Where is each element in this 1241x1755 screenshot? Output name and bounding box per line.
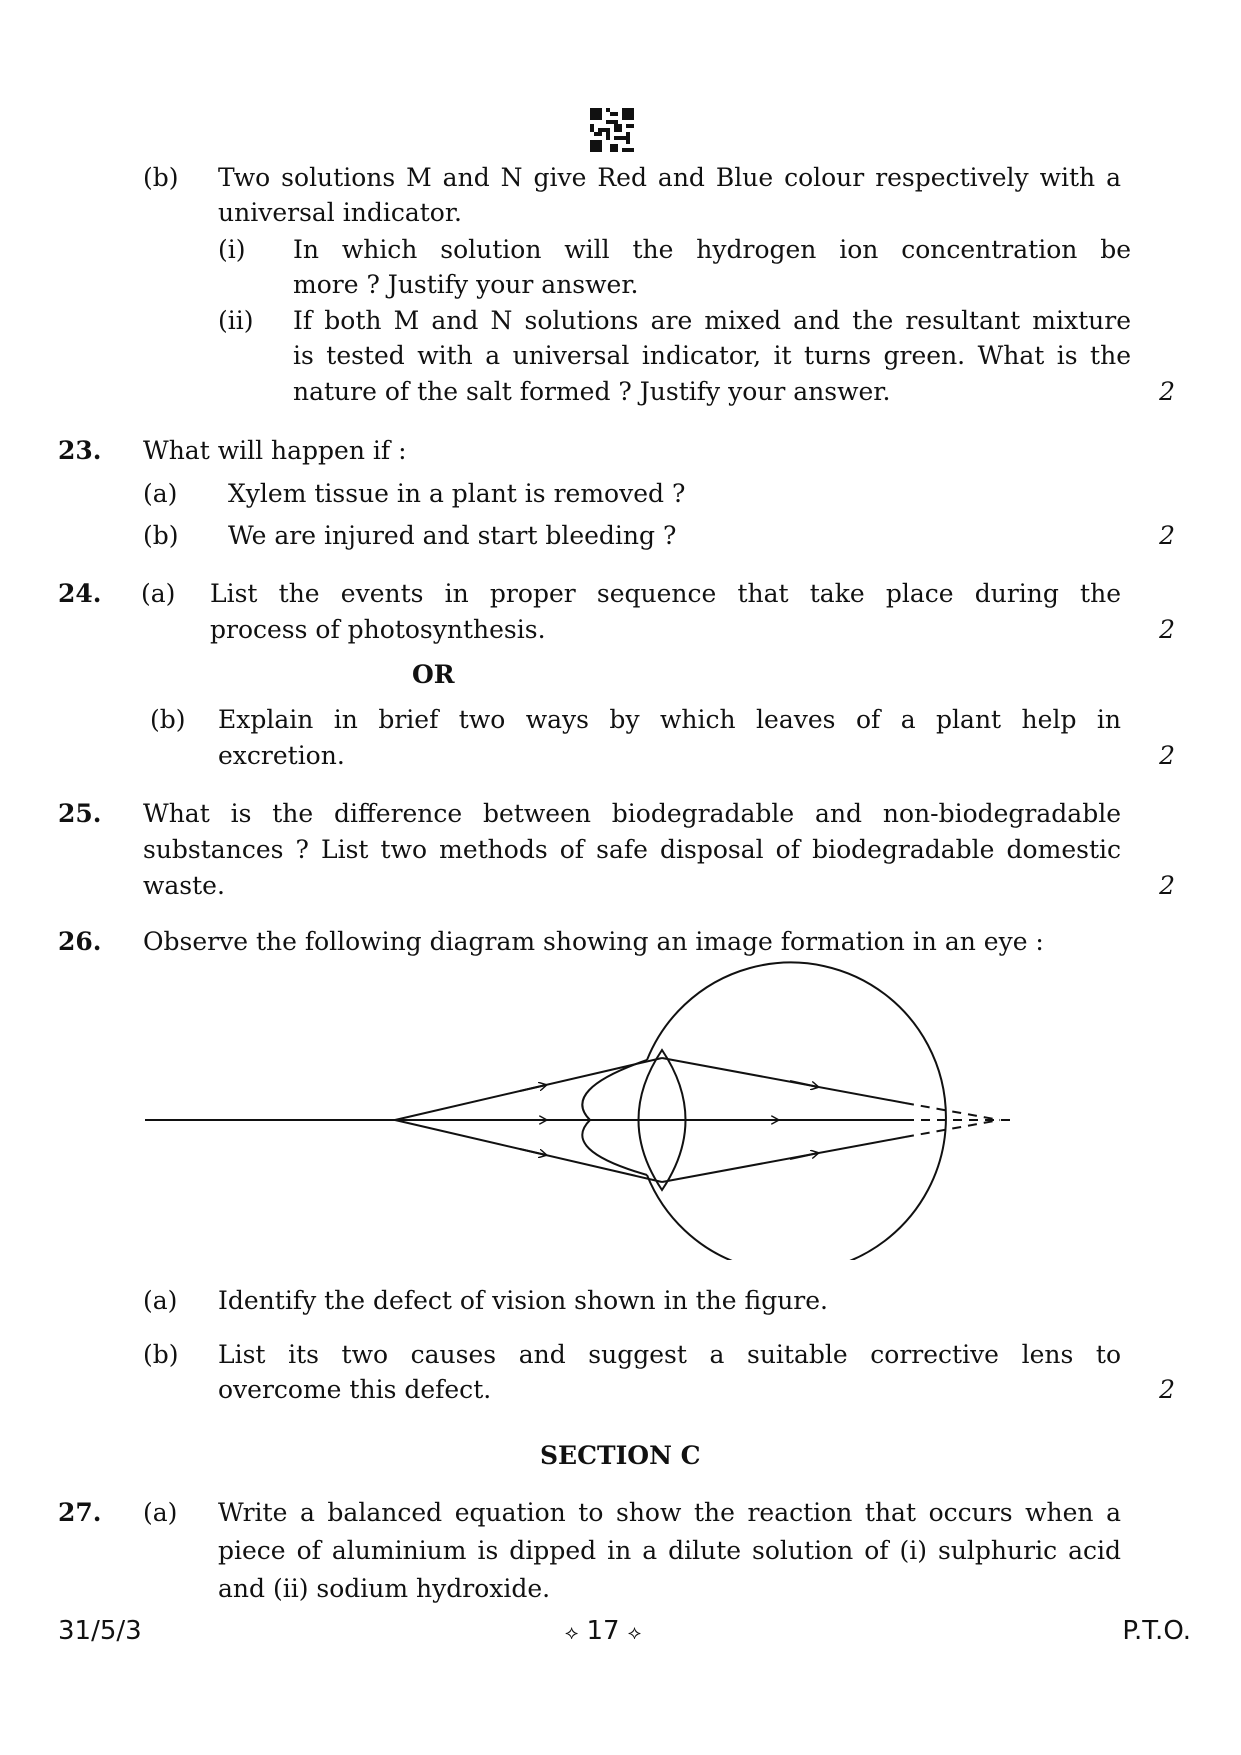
q24-b-text-line: excretion.	[218, 741, 345, 770]
q27-a-label: (a)	[143, 1498, 178, 1527]
q26-stem: Observe the following diagram showing an image formation in an eye :	[143, 927, 1044, 956]
q23-a-label: (a)	[143, 479, 178, 508]
q27-number: 27.	[58, 1498, 102, 1527]
q23-a-text: Xylem tissue in a plant is removed ?	[228, 479, 686, 508]
ray-upper-extension	[905, 1103, 1000, 1120]
q24-b-text-line: Explain in brief two ways by which leaves of a plant help in	[218, 705, 1121, 734]
qr-code-image	[590, 108, 634, 152]
q26-b-text-line: List its two causes and suggest a suitable corrective lens to	[218, 1340, 1121, 1369]
q24-b-marks: 2	[1159, 741, 1175, 770]
q22b-ii-text-line: nature of the salt formed ? Justify your answer.	[293, 377, 891, 406]
ray-upper-refracted	[662, 1058, 905, 1103]
q24-a-text-line: List the events in proper sequence that take place during the	[210, 579, 1121, 608]
q24-a-marks: 2	[1159, 615, 1175, 644]
paper-code: 31/5/3	[58, 1616, 142, 1646]
q22b-i-label: (i)	[218, 235, 246, 264]
ray-lower-refracted	[662, 1137, 905, 1182]
q27-text-line: and (ii) sodium hydroxide.	[218, 1574, 551, 1603]
q24-a-label: (a)	[141, 579, 176, 608]
q24-number: 24.	[58, 579, 102, 608]
q23-b-label: (b)	[143, 521, 179, 550]
q24-b-label: (b)	[150, 705, 186, 734]
ornament-right-icon: ⟡	[627, 1620, 642, 1644]
q25-text-line: What is the difference between biodegradable and non-biodegradable	[143, 799, 1121, 828]
q25-marks: 2	[1159, 871, 1175, 900]
q22b-text-line: universal indicator.	[218, 198, 462, 227]
q26-b-text-line: overcome this defect.	[218, 1375, 492, 1404]
q26-marks: 2	[1159, 1375, 1175, 1404]
q26-b-label: (b)	[143, 1340, 179, 1369]
q26-a-label: (a)	[143, 1286, 178, 1315]
q26-number: 26.	[58, 927, 102, 956]
q27-text-line: piece of aluminium is dipped in a dilute solution of (i) sulphuric acid	[218, 1536, 1121, 1565]
eyeball-outline	[647, 963, 946, 1261]
q22b-i-text-line: more ? Justify your answer.	[293, 270, 639, 299]
or-separator: OR	[412, 660, 455, 689]
q22b-label: (b)	[143, 163, 179, 192]
ornament-left-icon: ⟡	[565, 1620, 579, 1644]
section-heading: SECTION C	[540, 1441, 701, 1470]
cornea-outline	[582, 1060, 647, 1175]
q22b-ii-text-line: is tested with a universal indicator, it turns green. What is the	[293, 341, 1131, 370]
page-number	[565, 1616, 641, 1647]
q23-stem: What will happen if :	[143, 436, 407, 465]
q27-text-line: Write a balanced equation to show the reaction that occurs when a	[218, 1498, 1121, 1527]
q24-a-text-line: process of photosynthesis.	[210, 615, 546, 644]
q23-b-text: We are injured and start bleeding ?	[228, 521, 677, 550]
q22b-marks: 2	[1159, 377, 1175, 406]
q25-number: 25.	[58, 799, 102, 828]
q25-text-line: waste.	[143, 871, 225, 900]
eye-diagram	[140, 960, 1020, 1260]
q22b-i-text-line: In which solution will the hydrogen ion concentration be	[293, 235, 1131, 264]
q23-number: 23.	[58, 436, 102, 465]
ray-lower-extension	[905, 1120, 1000, 1137]
q22b-ii-text-line: If both M and N solutions are mixed and the resultant mixture	[293, 306, 1131, 335]
q23-marks: 2	[1159, 521, 1175, 550]
q22b-text-line: Two solutions M and N give Red and Blue colour respectively with a	[218, 163, 1121, 192]
page-number-value: 17	[586, 1616, 620, 1646]
q25-text-line: substances ? List two methods of safe disposal of biodegradable domestic	[143, 835, 1121, 864]
q26-a-text: Identify the defect of vision shown in the figure.	[218, 1286, 828, 1315]
pto-label: P.T.O.	[1122, 1616, 1191, 1646]
q22b-ii-label: (ii)	[218, 306, 254, 335]
